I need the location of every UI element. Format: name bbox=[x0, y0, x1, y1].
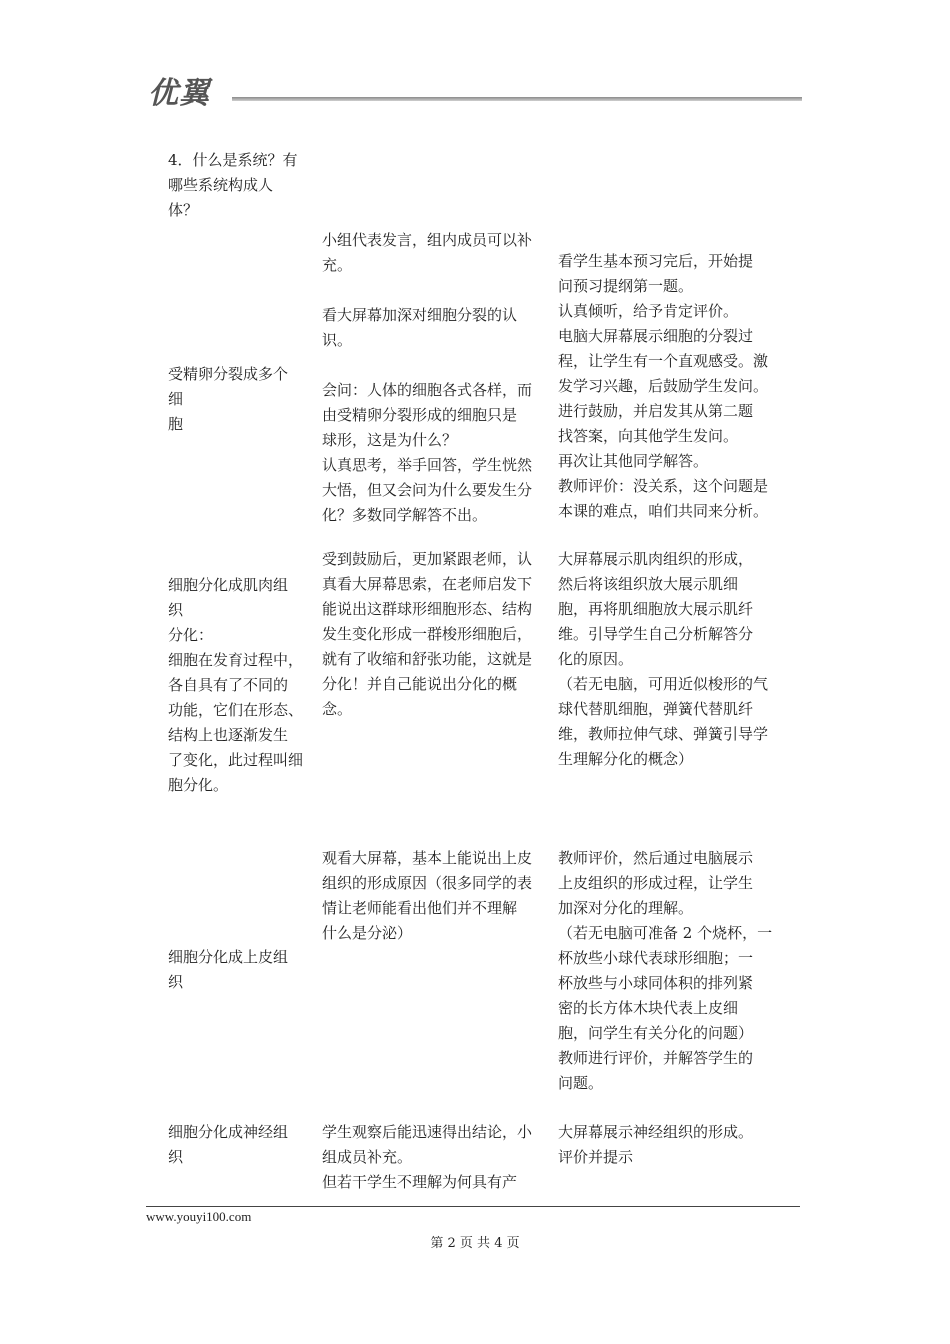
teacher-activity: 看学生基本预习完后，开始提 问预习提纲第一题。 认真倾听，给予肯定评价。 电脑大屏幕展示细胞的分裂过 程，让学生有一个直观感受。激 发学习兴趣，后鼓励学生发问。 进行鼓励，并启发其从第二题 找答案，向其他学生发问。 再次让其他同学解答。 教师评价：没关系，这个问题是 本课的难点，咱们共同来分析。 bbox=[558, 252, 769, 520]
row-topic: 细胞分化成肌肉组 织 分化： 细胞在发育过程中， 各自具有了不同的 功能，它们在形态、 结构上也逐渐发生 了变化，此过程叫细 胞分化。 bbox=[168, 576, 304, 794]
row-topic: 受精卵分裂成多个 细 胞 bbox=[168, 365, 289, 433]
logo: 优翼 bbox=[148, 76, 210, 111]
footer-url[interactable]: www.youyi100.com bbox=[146, 1209, 252, 1224]
page-number: 第 2 页 共 4 页 bbox=[430, 1236, 520, 1251]
footer-rule bbox=[146, 1206, 800, 1207]
student-activity: 观看大屏幕，基本上能说出上皮 组织的形成原因（很多同学的表 情让老师能看出他们并不理解 什么是分泌） bbox=[322, 849, 533, 942]
student-activity: 学生观察后能迅速得出结论，小 组成员补充。 但若干学生不理解为何具有产 bbox=[322, 1123, 533, 1191]
row-topic: 细胞分化成神经组 织 bbox=[168, 1123, 289, 1166]
student-activity: 受到鼓励后，更加紧跟老师，认 真看大屏幕思索，在老师启发下 能说出这群球形细胞形态、结构 发生变化形成一群梭形细胞后， 就有了收缩和舒张功能，这就是 分化！并自己能说出分化的概 念。 bbox=[322, 550, 533, 718]
student-activity: 小组代表发言，组内成员可以补 充。 看大屏幕加深对细胞分裂的认 识。 会问：人体的细胞各式各样，而 由受精卵分裂形成的细胞只是 球形，这是为什么？ 认真思考，举手回答，学生恍然 大悟，但又会问为什么要发生分 化？多数同学解答不出。 bbox=[322, 231, 533, 524]
row-topic: 细胞分化成上皮组 织 bbox=[168, 948, 289, 991]
teacher-activity: 大屏幕展示肌肉组织的形成， 然后将该组织放大展示肌细 胞，再将肌细胞放大展示肌纤 维。引导学生自己分析解答分 化的原因。 （若无电脑，可用近似梭形的气 球代替肌细胞，弹簧代替肌纤 维，教师拉伸气球、弹簧引导学 生理解分化的概念） bbox=[558, 550, 769, 768]
row-topic: 4．什么是系统？有 哪些系统构成人 体？ bbox=[168, 151, 298, 219]
teacher-activity: 教师评价，然后通过电脑展示 上皮组织的形成过程，让学生 加深对分化的理解。 （若无电脑可准备 2 个烧杯，一 杯放些小球代表球形细胞；一 杯放些与小球同体积的排列紧 密的长方体木块代表上皮细 胞，问学生有关分化的问题） 教师进行评价，并解答学生的 问题。 bbox=[558, 849, 773, 1092]
teacher-activity: 大屏幕展示神经组织的形成。 评价并提示 bbox=[558, 1123, 754, 1166]
header-rule bbox=[232, 97, 802, 101]
